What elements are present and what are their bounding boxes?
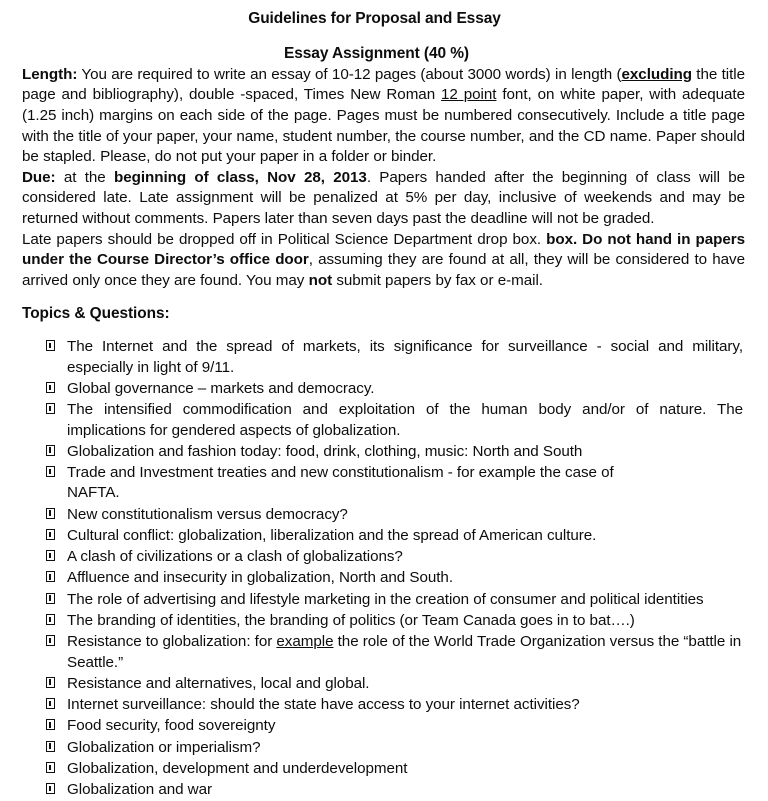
- list-item-label: A clash of civilizations or a clash of globalizations?: [67, 548, 403, 566]
- list-item-label: Resistance and alternatives, local and global.: [67, 674, 370, 692]
- list-item: [22, 526, 755, 546]
- paragraph-length: [22, 65, 755, 168]
- due-emphasis-date: beginning of class, Nov 28, 2013: [113, 168, 367, 186]
- late-emphasis-not: not: [308, 271, 333, 289]
- length-label: Length:: [22, 65, 78, 83]
- list-item: [22, 695, 755, 715]
- list-item-label: Resistance to globalization: for example the role of the World Trade Organization versus the “battle in Seattle.”: [67, 633, 742, 671]
- topics-heading: Topics & Questions:: [22, 305, 170, 323]
- list-item-label: Globalization or imperialism?: [67, 738, 261, 756]
- list-item: [22, 590, 755, 610]
- list-item: [22, 337, 755, 378]
- box-bullet-icon: [46, 529, 55, 540]
- list-item-label: The Internet and the spread of markets, its significance for surveillance - social and military, especially in light of 9/11.: [67, 338, 743, 376]
- list-item: [22, 759, 755, 779]
- list-item: [22, 716, 755, 736]
- box-bullet-icon: [46, 508, 55, 519]
- list-item-label: Globalization and fashion today: food, drink, clothing, music: North and South: [67, 442, 583, 460]
- box-bullet-icon: [46, 719, 55, 730]
- late-text-3: submit papers by fax or e-mail.: [332, 271, 543, 289]
- list-item-label: Trade and Investment treaties and new constitutionalism - for example the case of NAFTA.: [67, 464, 614, 502]
- box-bullet-icon: [46, 340, 55, 351]
- late-text-1: Late papers should be dropped off in Political Science Department drop box.: [22, 230, 547, 248]
- late-emphasis-1: box. Do not hand in papers under the Course Director’s office door: [22, 230, 745, 269]
- box-bullet-icon: [46, 677, 55, 688]
- late-text-2: , assuming they are found at all, they will be considered to have arrived only once they are found. You may: [22, 251, 745, 289]
- box-bullet-icon: [46, 698, 55, 709]
- list-item: [22, 379, 755, 399]
- length-text-2: the title page and bibliography), double -spaced, Times New Roman: [22, 65, 745, 104]
- list-item-label: Global governance – markets and democracy.: [67, 379, 375, 397]
- box-bullet-icon: [46, 783, 55, 794]
- list-item: [22, 547, 755, 567]
- paragraph-late-papers: [22, 230, 755, 292]
- due-text-2: . Papers handed after the beginning of class will be considered late. Late assignment will be penalized at 5% per day, inclusive of weekends and may be returned without comments. Papers later than seven days past the deadline will not be graded.: [22, 168, 745, 227]
- list-item-label: Globalization, development and underdevelopment: [67, 760, 408, 778]
- list-item-label: Affluence and insecurity in globalization, North and South.: [67, 569, 453, 587]
- box-bullet-icon: [46, 382, 55, 393]
- assignment-subtitle: Essay Assignment (40 %): [284, 44, 469, 62]
- box-bullet-icon: [46, 403, 55, 414]
- list-item-label: The role of advertising and lifestyle marketing in the creation of consumer and political identities: [67, 590, 704, 608]
- length-text-3: font, on white paper, with adequate (1.25 inch) margins on each side of the page. Pages must be numbered consecutively. Include a title page with the title of your paper, your name, student number, the course number, and the CD name. Paper should be stapled. Please, do not put your paper in a folder or binder.: [22, 86, 745, 166]
- list-item: [22, 674, 755, 694]
- box-bullet-icon: [46, 593, 55, 604]
- list-item: [22, 738, 755, 758]
- list-item-label: Cultural conflict: globalization, liberalization and the spread of American culture.: [67, 526, 597, 544]
- length-emphasis-excluding: excluding: [621, 65, 692, 83]
- box-bullet-icon: [46, 635, 55, 646]
- box-bullet-icon: [46, 741, 55, 752]
- paragraph-due: [22, 168, 755, 230]
- list-item-label: Food security, food sovereignty: [67, 717, 276, 735]
- list-item: [22, 400, 755, 441]
- list-item-underlined-word: example: [276, 633, 334, 651]
- box-bullet-icon: [46, 762, 55, 773]
- page-title: Guidelines for Proposal and Essay: [248, 10, 501, 27]
- length-emphasis-12point: 12 point: [441, 86, 497, 104]
- topics-list: [22, 337, 755, 800]
- list-item: [22, 463, 755, 504]
- box-bullet-icon: [46, 550, 55, 561]
- list-item: [22, 780, 755, 800]
- list-item-label: New constitutionalism versus democracy?: [67, 505, 348, 523]
- box-bullet-icon: [46, 571, 55, 582]
- due-label: Due:: [22, 168, 56, 186]
- list-item: [22, 611, 755, 631]
- list-item-label: The intensified commodification and exploitation of the human body and/or of nature. The implications for gendered aspects of globalization.: [67, 401, 743, 439]
- box-bullet-icon: [46, 614, 55, 625]
- list-item-label: Globalization and war: [67, 781, 213, 799]
- list-item-label: Internet surveillance: should the state have access to your internet activities?: [67, 696, 580, 714]
- list-item: [22, 505, 755, 525]
- box-bullet-icon: [46, 445, 55, 456]
- length-text-1: You are required to write an essay of 10-12 pages (about 3000 words) in length (: [77, 65, 622, 83]
- box-bullet-icon: [46, 466, 55, 477]
- due-text-1: at the: [55, 168, 114, 186]
- list-item-label: The branding of identities, the branding of politics (or Team Canada goes in to bat….): [67, 612, 635, 630]
- list-item: [22, 568, 755, 588]
- list-item: [22, 632, 755, 673]
- list-item: [22, 442, 755, 462]
